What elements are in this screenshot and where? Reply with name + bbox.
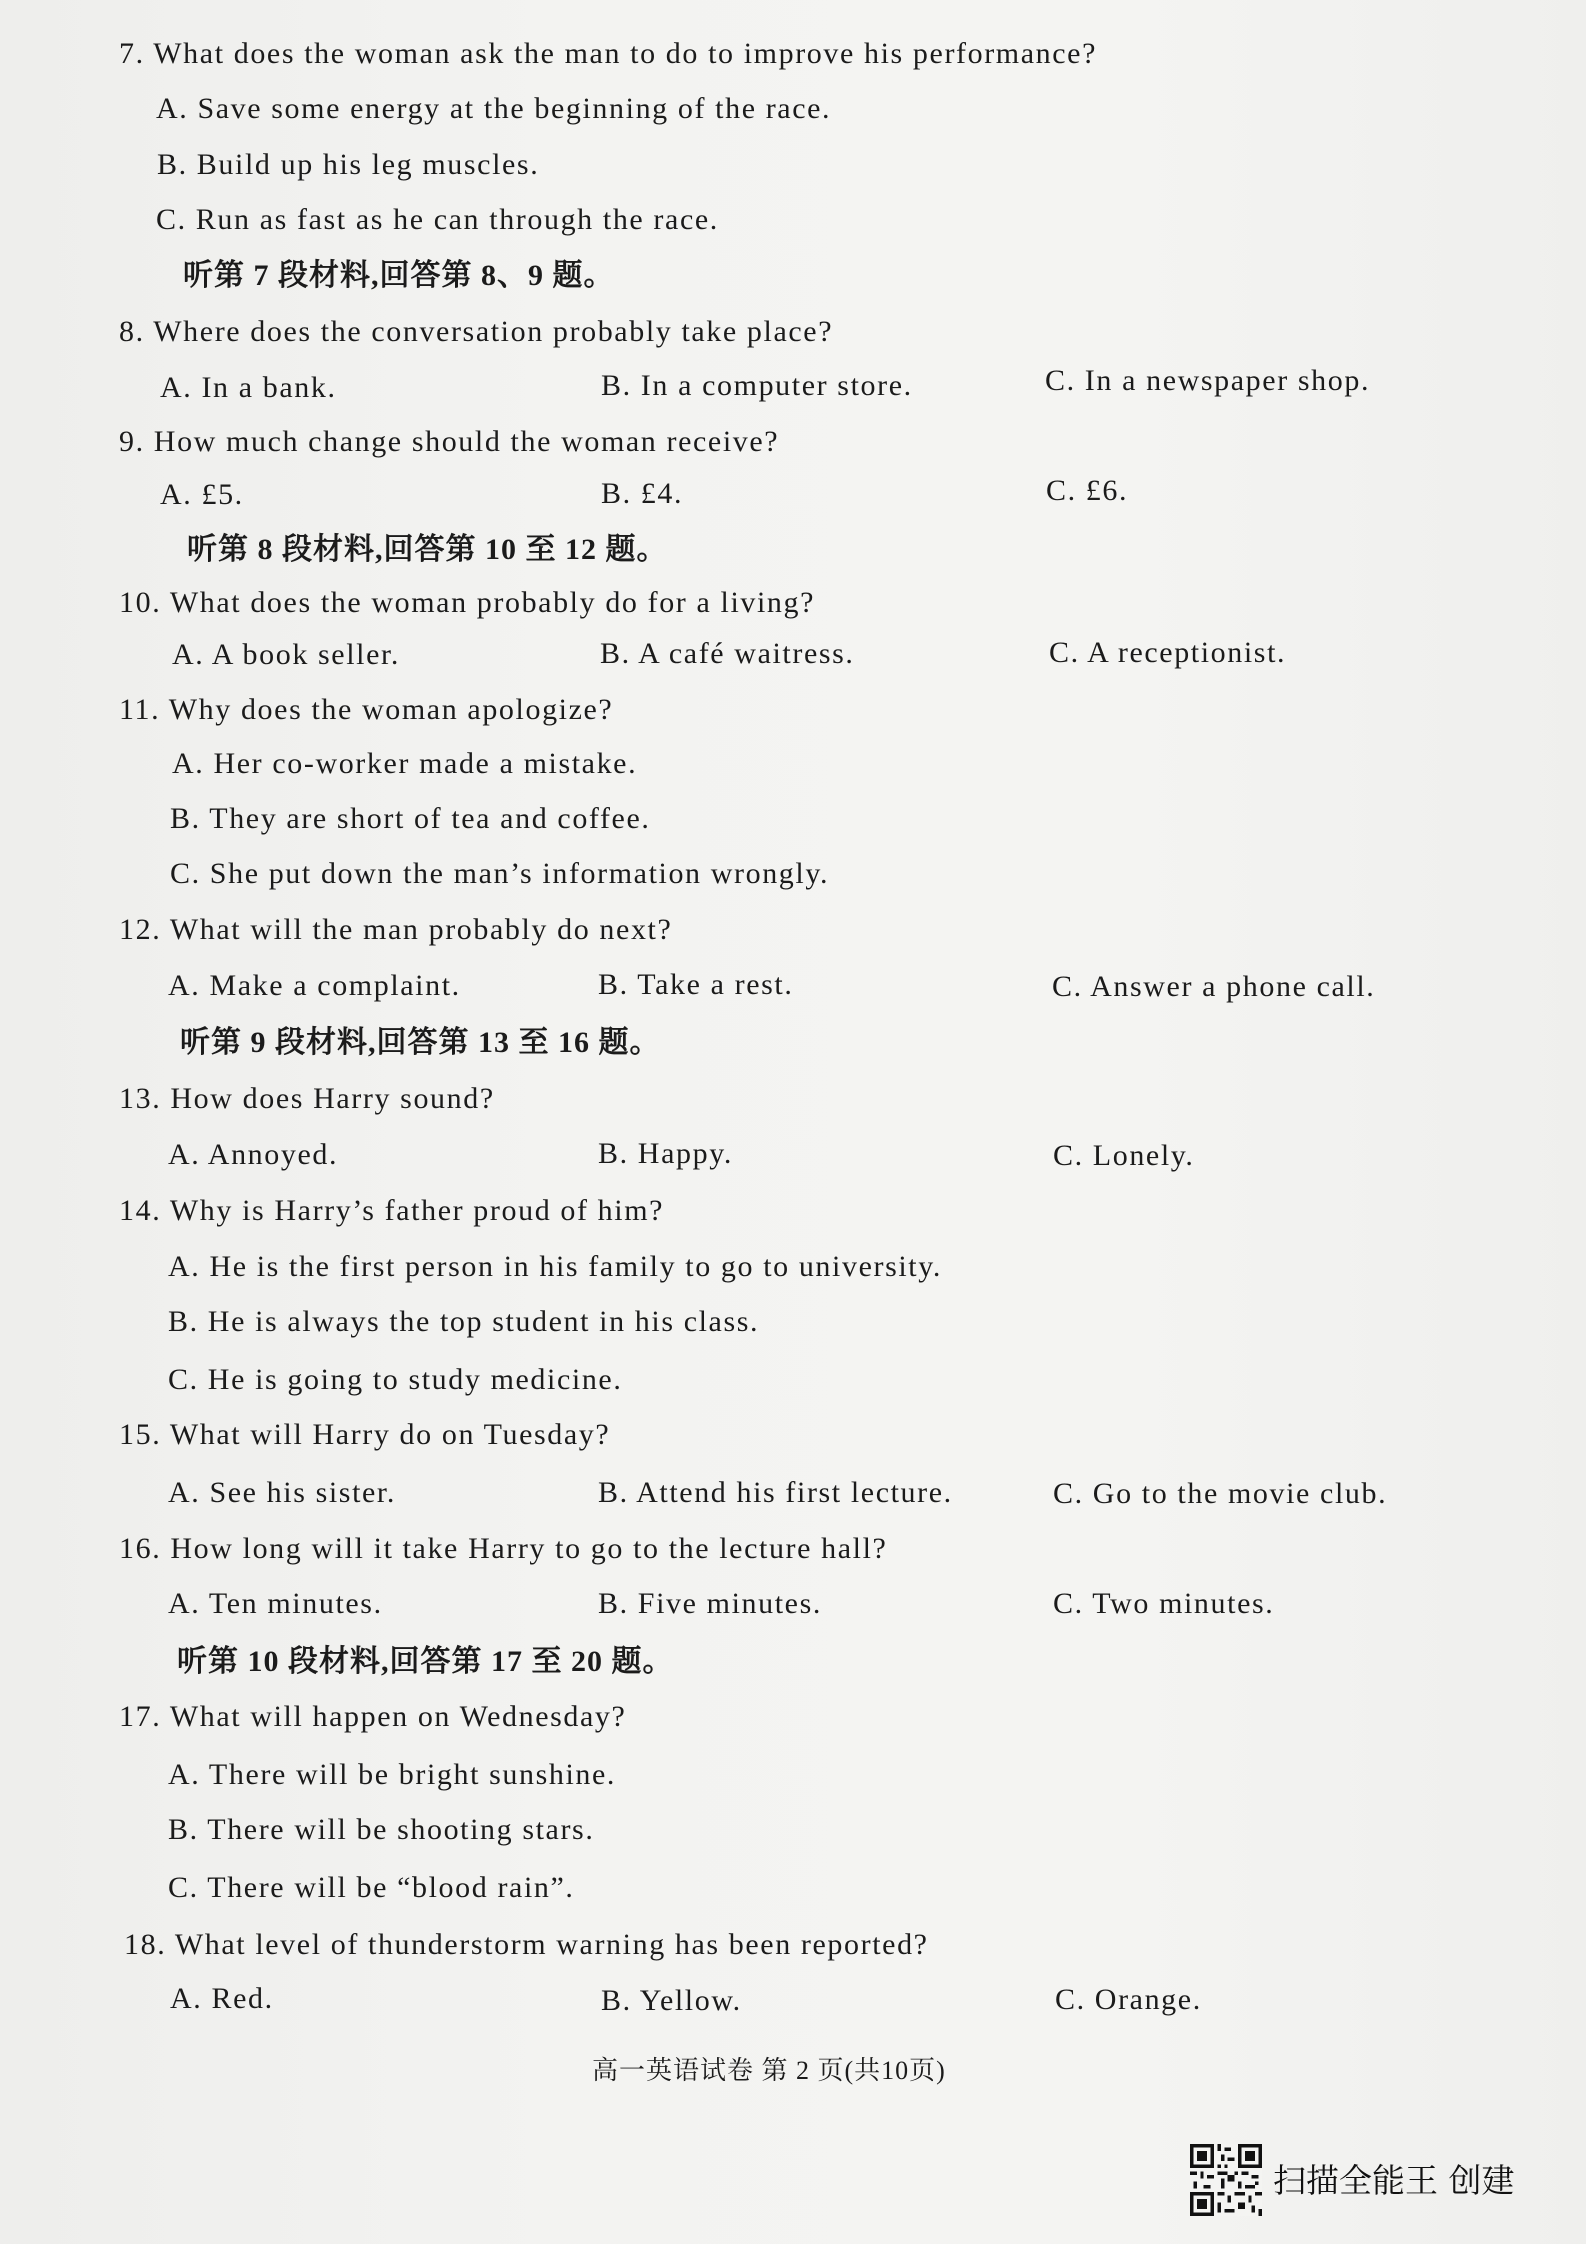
section-heading-7: 听第 7 段材料,回答第 8、9 题。 [183,259,615,292]
question-8-option-c: C. In a newspaper shop. [1045,364,1371,397]
question-12-option-a: A. Make a complaint. [168,969,461,1002]
question-13-option-b: B. Happy. [598,1137,733,1170]
question-18-stem: 18. What level of thunderstorm warning has been reported? [124,1928,929,1961]
question-16-stem: 16. How long will it take Harry to go to the lecture hall? [119,1532,888,1565]
question-15-stem: 15. What will Harry do on Tuesday? [119,1418,611,1451]
question-17-option-c: C. There will be “blood rain”. [168,1871,575,1904]
scanner-watermark-text: 扫描全能王 创建 [1273,2161,1515,2200]
qr-code-icon [1190,2143,1262,2217]
question-12-option-c: C. Answer a phone call. [1052,970,1376,1003]
section-heading-10: 听第 10 段材料,回答第 17 至 20 题。 [177,1645,674,1678]
question-8-option-b: B. In a computer store. [601,369,913,402]
question-14-option-b: B. He is always the top student in his class. [168,1305,760,1338]
question-16-option-b: B. Five minutes. [598,1587,822,1620]
page-footer: 高一英语试卷 第 2 页(共10页) [592,2056,946,2085]
question-12-stem: 12. What will the man probably do next? [119,913,673,946]
section-heading-8: 听第 8 段材料,回答第 10 至 12 题。 [187,533,668,566]
question-17-option-b: B. There will be shooting stars. [168,1813,595,1846]
question-13-option-a: A. Annoyed. [168,1138,339,1171]
question-12-option-b: B. Take a rest. [598,968,794,1001]
question-10-stem: 10. What does the woman probably do for a living? [119,586,816,619]
question-18-option-c: C. Orange. [1055,1983,1202,2016]
question-10-option-b: B. A café waitress. [600,637,855,670]
question-11-option-c: C. She put down the man’s information wrongly. [170,857,830,890]
question-14-option-c: C. He is going to study medicine. [168,1363,623,1396]
question-11-option-a: A. Her co-worker made a mistake. [172,747,638,780]
question-15-option-c: C. Go to the movie club. [1053,1477,1388,1510]
question-11-stem: 11. Why does the woman apologize? [119,693,614,726]
question-10-option-a: A. A book seller. [172,638,401,671]
question-18-option-b: B. Yellow. [601,1984,742,2017]
question-8-option-a: A. In a bank. [160,371,337,404]
question-15-option-b: B. Attend his first lecture. [598,1476,953,1509]
question-9-stem: 9. How much change should the woman receive? [119,425,780,458]
question-8-stem: 8. Where does the conversation probably take place? [119,315,834,348]
question-13-option-c: C. Lonely. [1053,1139,1195,1172]
question-10-option-c: C. A receptionist. [1049,636,1287,669]
question-17-option-a: A. There will be bright sunshine. [168,1758,617,1791]
section-heading-9: 听第 9 段材料,回答第 13 至 16 题。 [180,1026,661,1059]
question-7-option-c: C. Run as fast as he can through the race. [156,203,719,236]
question-9-option-a: A. £5. [160,478,244,511]
question-16-option-a: A. Ten minutes. [168,1587,383,1620]
question-13-stem: 13. How does Harry sound? [119,1082,495,1115]
question-14-stem: 14. Why is Harry’s father proud of him? [119,1194,665,1227]
question-18-option-a: A. Red. [170,1982,274,2015]
question-16-option-c: C. Two minutes. [1053,1587,1275,1620]
question-7-option-b: B. Build up his leg muscles. [157,148,540,181]
question-9-option-c: C. £6. [1046,474,1129,507]
question-7-stem: 7. What does the woman ask the man to do to improve his performance? [119,37,1098,70]
question-14-option-a: A. He is the first person in his family to go to university. [168,1250,942,1283]
question-7-option-a: A. Save some energy at the beginning of the race. [156,92,832,125]
question-15-option-a: A. See his sister. [168,1476,396,1509]
question-17-stem: 17. What will happen on Wednesday? [119,1700,627,1733]
question-9-option-b: B. £4. [601,477,684,510]
question-11-option-b: B. They are short of tea and coffee. [170,802,651,835]
